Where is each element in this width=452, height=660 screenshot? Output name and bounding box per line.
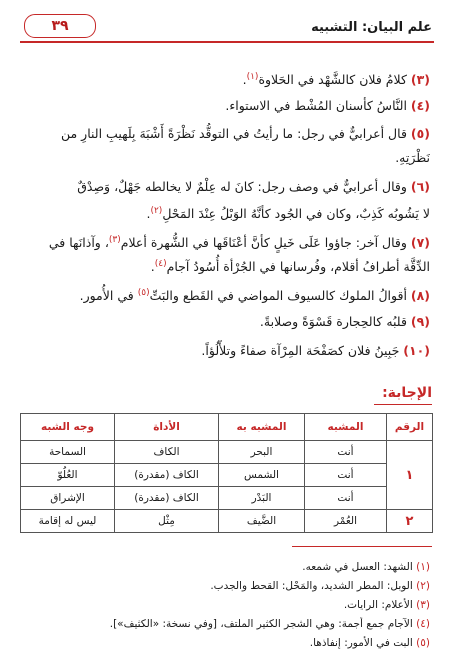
table-row: [21, 441, 433, 464]
table-header-row: [21, 414, 433, 441]
table-cell: العُمْر: [305, 510, 387, 533]
footnote-number: (١): [416, 561, 430, 573]
footnote-number: (٤): [416, 618, 430, 630]
item-number: (٤): [410, 98, 430, 113]
table-cell: مِثْل: [115, 510, 219, 533]
footnote: [20, 598, 430, 612]
exercise-line-continuation: [18, 253, 430, 278]
item-text: قال أعرابيٌّ في رجل: ما رأيتُ في التوقُّد نَظْرَةً أَشْبَهَ بِلَهيبِ النارِ من: [61, 126, 407, 141]
footnote-text: الأعلام: الرايات.: [343, 599, 413, 611]
item-number: (٦): [410, 179, 430, 194]
footnote-text: الوبل: المطر الشديد، والمَحْل: القحط والجدب.: [210, 580, 413, 592]
footnote-number: (٣): [416, 599, 430, 611]
item-number: (٨): [410, 288, 430, 304]
item-tail: ، وآذانَها في: [48, 235, 109, 251]
row-number: ١: [387, 441, 433, 510]
item-number: (٩): [410, 314, 430, 329]
item-tail: .: [146, 206, 151, 222]
footnote: [20, 560, 430, 574]
item-text: أقوالُ الملوك كالسيوف المواضي في القَطع والبَتِّ: [149, 288, 407, 304]
row-number: ٢: [387, 510, 433, 533]
footnote-number: (٥): [416, 637, 430, 649]
item-number: (١٠): [403, 343, 430, 358]
item-tail: .: [150, 259, 155, 275]
running-title: علم البيان: التشبيه: [311, 20, 432, 35]
table-cell: أنت: [305, 441, 387, 464]
table-cell: الإشراق: [21, 487, 115, 510]
item-text: وقال آخر: جاؤوا عَلَى خَيلٍ كأنَّ أعْنَاقَها في الشُّهرة أعلام: [120, 235, 407, 251]
column-header: وجه الشبه: [21, 414, 115, 441]
table-cell: الكاف: [115, 441, 219, 464]
table-cell: العُلُوّ: [21, 464, 115, 487]
table-cell: الضَّيف: [219, 510, 305, 533]
column-header: المشبه: [305, 414, 387, 441]
table-cell: الشمس: [219, 464, 305, 487]
column-header: الرقم: [387, 414, 433, 441]
footnote-ref[interactable]: (١): [246, 72, 259, 82]
item-number: (٥): [410, 126, 430, 141]
answer-table: [20, 413, 433, 533]
footnote-ref[interactable]: (٤): [154, 259, 167, 269]
item-text: قلبُه كالحِجارة قَسْوَةً وصلابةً.: [259, 314, 407, 329]
exercise-line: [18, 311, 430, 333]
item-text: الدِّقَّة أطرافُ أقلام، وفُرسانها في الجُرْأة أُسُودُ آجام: [166, 259, 430, 275]
footnote-text: الآجام جمع أجمة: وهي الشجر الكثير الملتف، [وفي نسخة: «الكثيف»].: [109, 618, 413, 630]
page-number-badge: [24, 14, 96, 38]
item-text: النَّاسُ كأسنان المُشْط في الاستواء.: [225, 98, 407, 113]
item-text: وقال أعرابيٌّ في وصف رجل: كانَ له عِلْمٌ لا يخالطه جَهْلٌ، وَصِدْقٌ: [77, 179, 407, 194]
footnote: [20, 636, 430, 650]
item-text: جَبِينُ فلان كصَفْحَة المِرْآة صفاءً وتلأْلُؤاً.: [201, 343, 400, 358]
exercise-line: [18, 229, 430, 254]
exercise-line: [18, 95, 430, 117]
answer-heading: الإجابة:: [382, 385, 432, 401]
table-row: [21, 487, 433, 510]
table-cell: الكاف (مقدرة): [115, 487, 219, 510]
table-row: [21, 510, 433, 533]
table-cell: السماحة: [21, 441, 115, 464]
header-rule: [20, 41, 434, 43]
footnote-ref[interactable]: (٥): [137, 288, 150, 298]
footnote: [20, 579, 430, 593]
exercise-line-continuation: [18, 147, 430, 169]
table-row: [21, 464, 433, 487]
page-number: ٣٩: [51, 18, 69, 34]
table-cell: ليس له إقامة: [21, 510, 115, 533]
table-cell: أنت: [305, 487, 387, 510]
table-cell: الكاف (مقدرة): [115, 464, 219, 487]
footnote-ref[interactable]: (٣): [108, 235, 121, 245]
item-text: كلامُ فلان كالشَّهْد في الحَلاوة: [258, 72, 407, 88]
item-tail: في الأُمور.: [79, 288, 138, 304]
column-header: الأداة: [115, 414, 219, 441]
exercise-line: [18, 340, 430, 362]
item-tail: .: [242, 72, 247, 88]
exercise-line-continuation: [18, 200, 430, 225]
footnote-separator: [292, 546, 432, 547]
footnote-number: (٢): [416, 580, 430, 592]
table-cell: البحر: [219, 441, 305, 464]
exercise-line: [18, 282, 430, 307]
footnote-ref[interactable]: (٢): [150, 206, 163, 216]
item-number: (٧): [410, 235, 430, 251]
item-number: (٣): [410, 72, 430, 88]
exercise-line: [18, 123, 430, 145]
footnote-text: البت في الأمور: إنفاذها.: [309, 637, 413, 649]
item-text: لا يَشُوبُه كَذِبٌ، وكان في الجُود كأنَّهُ الوَبْلُ عِنْدَ المَحْلِ: [162, 206, 430, 222]
answer-underline: [374, 404, 432, 405]
table-cell: البَدْر: [219, 487, 305, 510]
item-text: نَظْرَتِهِ.: [395, 150, 430, 165]
footnote-text: الشهد: العسل في شمعه.: [302, 561, 413, 573]
column-header: المشبه به: [219, 414, 305, 441]
table-cell: أنت: [305, 464, 387, 487]
footnote: [20, 617, 430, 631]
exercise-line: [18, 66, 430, 91]
exercise-line: [18, 176, 430, 198]
